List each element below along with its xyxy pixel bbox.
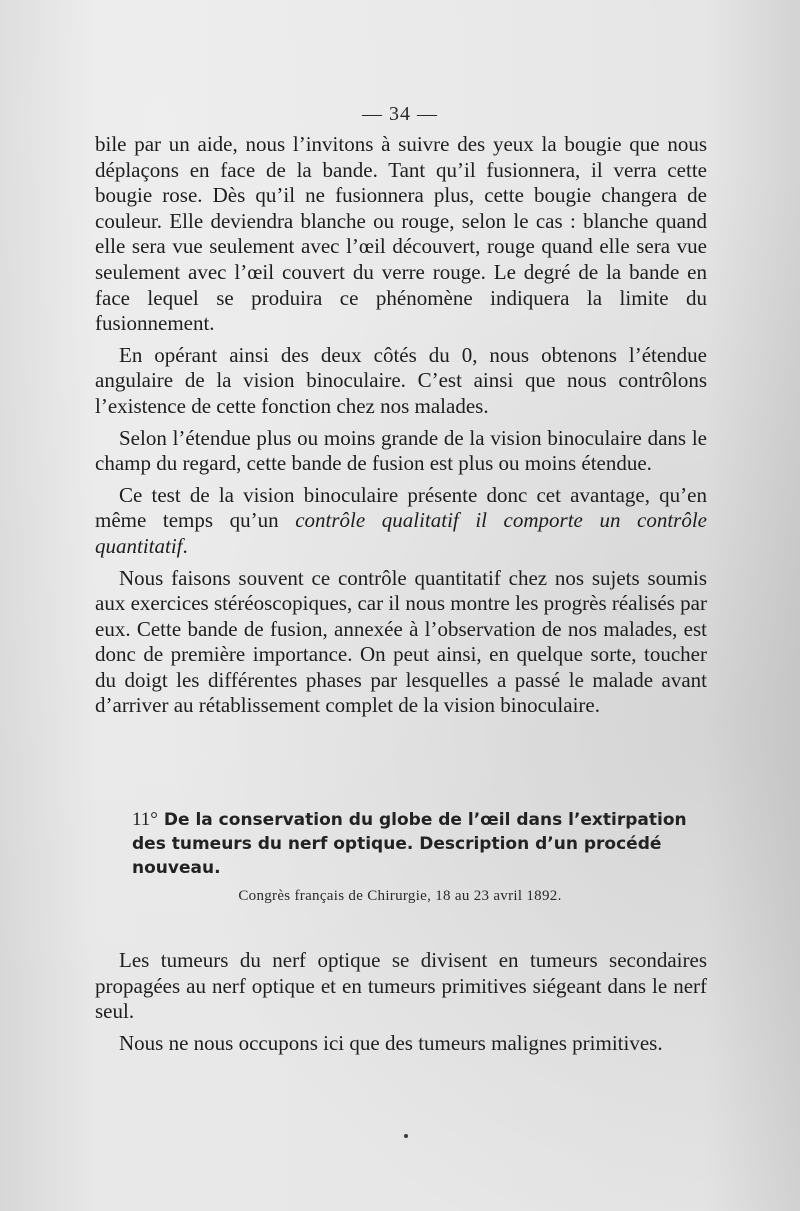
paragraph-1: bile par un aide, nous l’invitons à suivre des yeux la bougie que nous déplaçons en face de la bande. Tant qu’il fusionnera, il verra cette bougie rose. Dès qu’il ne fusionnera plus, cette bougie changera de couleur. Elle deviendra blanche ou rouge, selon le cas : blanche quand elle sera vue seulement avec l’œil découvert, rouge quand elle sera vue seulement avec l’œil couvert du verre rouge. Le degré de la bande en face lequel se produira ce phénomène indiquera la limite du fusionnement.	[95, 132, 707, 336]
section-paragraph-2: Nous ne nous occupons ici que des tumeurs malignes primitives.	[119, 1030, 663, 1055]
section-text	[95, 948, 707, 1062]
paragraph-4	[95, 483, 707, 560]
body-text	[95, 132, 707, 725]
section-heading	[132, 808, 692, 880]
paragraph-4-start: Ce test de la vision binoculaire présente donc cet avantage, qu’en même temps qu’un	[95, 482, 707, 533]
ink-speck	[404, 1134, 408, 1138]
paragraph-4-end: .	[182, 533, 188, 558]
paragraph-4-italic: contrôle qualitatif il comporte un contrôle quantitatif	[95, 508, 707, 558]
paragraph-5: Nous faisons souvent ce contrôle quantitatif chez nos sujets soumis aux exercices stéréoscopiques, car il nous montre les progrès réalisés par eux. Cette bande de fusion, annexée à l’observation de nos malades, est donc de première importance. On peut ainsi, en quelque sorte, toucher du doigt les différentes phases par lesquelles a passé le malade avant d’arriver au rétablissement complet de la vision binoculaire.	[95, 565, 707, 718]
paragraph-2: En opérant ainsi des deux côtés du 0, nous obtenons l’étendue angulaire de la vision binoculaire. C’est ainsi que nous contrôlons l’existence de cette fonction chez nos malades.	[95, 342, 707, 418]
page-number: — 34 —	[362, 103, 438, 125]
section-citation: Congrès français de Chirurgie, 18 au 23 avril 1892.	[238, 888, 562, 904]
section-number: 11°	[132, 809, 158, 830]
section-paragraph-1: Les tumeurs du nerf optique se divisent en tumeurs secondaires propagées au nerf optique et en tumeurs primitives siégeant dans le nerf seul.	[95, 948, 707, 1024]
paragraph-3: Selon l’étendue plus ou moins grande de la vision binoculaire dans le champ du regard, cette bande de fusion est plus ou moins étendue.	[95, 425, 707, 476]
section-title: De la conservation du globe de l’œil dans l’extirpation des tumeurs du nerf optique. Description d’un procédé nouveau.	[132, 810, 687, 878]
